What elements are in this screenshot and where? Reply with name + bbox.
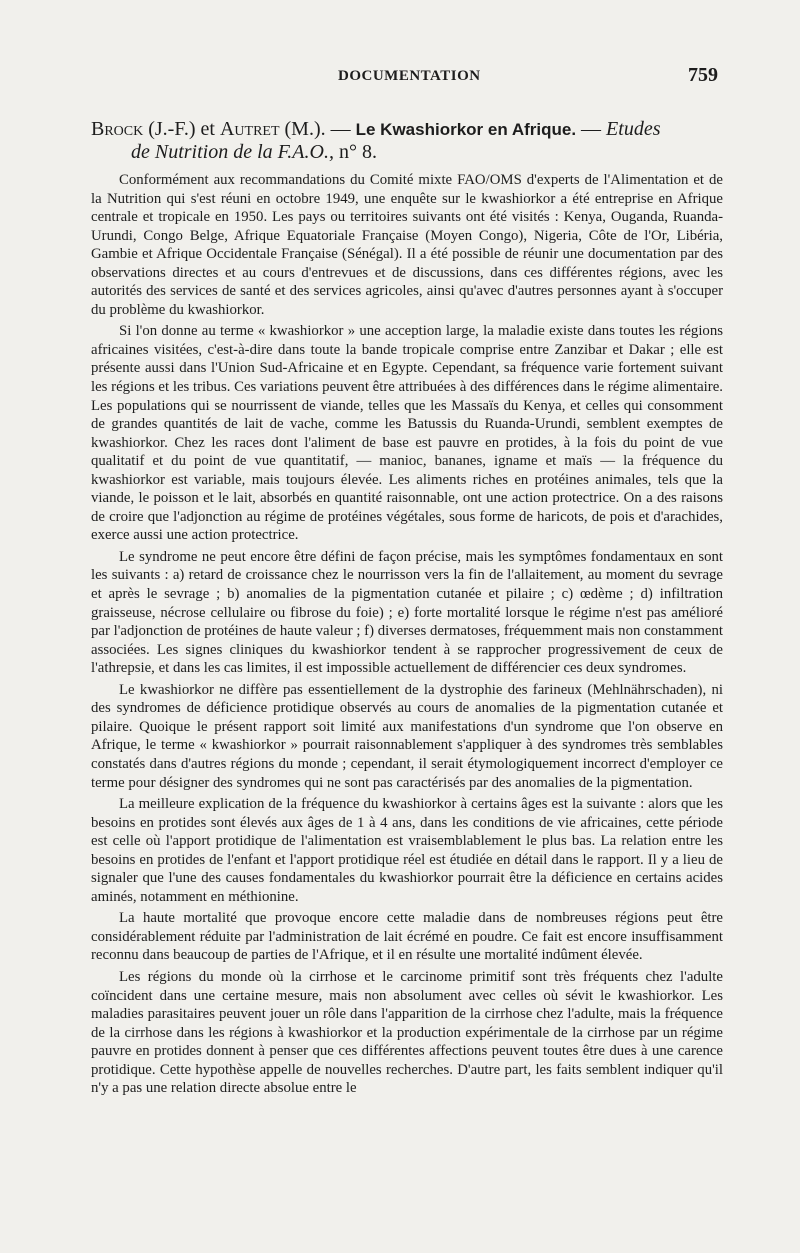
paragraph-2: Si l'on donne au terme « kwashiorkor » une acception large, la maladie existe dans toutes les régions africaines visitées, c'est-à-dire dans toute la bande tropicale comprise entre Zanzibar et Dakar ; elle est présente aussi dans l'Union Sud-Africaine et en Egypte. Cependant, sa fréquence varie fortement suivant les régions et les tribus. Ces variations peuvent être attribuées à des différences dans le régime alimentaire. Les populations qui se nourrissent de viande, telles que les Massaïs du Kenya, et celles qui consomment de grandes quantités de lait de vache, comme les Batussis du Ruanda-Urundi, semblent exemptes de kwashiorkor. Chez les races dont l'aliment de base est pauvre en protides, à la fois du point de vue qualitatif et du point de vue quantitatif, — manioc, bananes, igname et maïs — la fréquence du kwashiorkor est variable, mais toujours élevée. Les aliments riches en protéines animales, tels que la viande, le poisson et le lait, absorbés en quantité raisonnable, ont une action protectrice. On a des raisons de croire que l'adjonction au régime de protéines végétales, sous forme de haricots, de pois et d'arachides, exerce aussi une action protectrice. — [91, 323, 723, 544]
author-conjunction: et — [195, 118, 220, 140]
bibliographic-reference — [91, 118, 741, 164]
reference-title: Le Kwashiorkor en Afrique. — [355, 120, 577, 139]
reference-dash-2: — — [576, 118, 607, 140]
paragraph-1: Conformément aux recommandations du Comité mixte FAO/OMS d'experts de l'Alimentation et de la Nutrition qui s'est réuni en octobre 1949, une enquête sur le kwashiorkor a été entreprise en Afrique centrale et tropicale en 1950. Les pays ou territoires suivants ont été visités : Kenya, Ouganda, Ruanda-Urundi, Congo Belge, Afrique Equatoriale Française (Moyen Congo), Nigeria, Côte de l'Or, Libéria, Gambie et Afrique Occidentale Française (Sénégal). Il a été possible de réunir une documentation par des observations directes et au cours d'entrevues et de discussions, dans ces différentes régions, avec les autorités des services de santé et des services agricoles, ainsi qu'avec d'autres personnes ayant à s'occuper du problème du kwashiorkor. — [91, 172, 723, 318]
running-title: DOCUMENTATION — [338, 68, 481, 84]
reference-dash-1: — — [325, 118, 356, 140]
reference-series-2: de Nutrition de la F.A.O., — [131, 141, 334, 163]
paragraph-4: Le kwashiorkor ne diffère pas essentiellement de la dystrophie des farineux (Mehlnährschaden), ni des syndromes de déficience protidique observés au cours de anomalies de la pigmentation cutanée et pilaire. Quoique le présent rapport soit limité aux manifestations d'un syndrome que l'on observe en Afrique, le terme « kwashiorkor » pourrait raisonnablement s'appliquer à des syndromes très semblables constatés dans d'autres régions du monde ; cependant, il serait étymologiquement incorrect d'employer ce terme pour désigner des syndromes qui ne sont pas caractérisés par des anomalies de la pigmentation. — [91, 681, 723, 791]
author-brock: Brock (J.-F.) — [91, 118, 196, 140]
page-number: 759 — [688, 64, 718, 86]
paragraph-5: La meilleure explication de la fréquence du kwashiorkor à certains âges est la suivante : alors que les besoins en protides sont élevés aux âges de 1 à 4 ans, dans les conditions de vie africaines, cette période est celle où l'apport protidique de l'alimentation est vraisemblablement le plus bas. La relation entre les besoins en protides de l'enfant et l'apport protidique réel est étudiée en détail dans le rapport. Il y a lieu de signaler que l'une des causes fondamentales du kwashiorkor pourrait être la déficience en certains acides aminés, notamment en méthionine. — [91, 796, 723, 905]
reference-number: n° 8. — [333, 141, 377, 163]
reference-line-1 — [91, 118, 741, 141]
paragraph-7: Les régions du monde où la cirrhose et le carcinome primitif sont très fréquents chez l'adulte coïncident dans une certaine mesure, mais non absolument avec celles où sévit le kwashiorkor. Les maladies parasitaires peuvent jouer un rôle dans l'apparition de la cirrhose chez l'adulte, mais la fréquence de la cirrhose dans les régions à kwashiorkor et la production expérimentale de la cirrhose par un régime pauvre en protides donnent à penser que ces différentes affections peuvent toutes être dues à une carence protidique. Cette hypothèse appelle de nouvelles recherches. D'autre part, les faits semblent indiquer qu'il n'y a pas une relation directe absolue entre le — [91, 968, 723, 1097]
article-body — [91, 171, 723, 1101]
paragraph-6: La haute mortalité que provoque encore cette maladie dans de nombreuses régions peut être considérablement réduite par l'administration de lait écrémé en poudre. Ce fait est encore insuffisamment reconnu dans beaucoup de parties de l'Afrique, et il en résulte une mortalité indûment élevée. — [91, 910, 723, 964]
running-header — [0, 66, 800, 90]
reference-series-1: Etudes — [606, 118, 661, 140]
author-autret: Autret (M.). — [219, 118, 326, 140]
paragraph-3: Le syndrome ne peut encore être défini de façon précise, mais les symptômes fondamentaux en sont les suivants : a) retard de croissance chez le nourrisson vers la fin de l'allaitement, au moment du sevrage et après le sevrage ; b) anomalies de la pigmentation cutanée et pilaire ; c) œdème ; d) infiltration graisseuse, nécrose cellulaire ou fibrose du foie) ; e) forte mortalité lorsque le régime n'est pas amélioré par l'adjonction de protéines de haute valeur ; f) diverses dermatoses, fréquemment mais non constamment associées. Les signes cliniques du kwashiorkor tendent à se rapprocher progressivement de ceux de l'athrepsie, et dans les cas limites, il est impossible actuellement de différencier ces deux syndromes. — [91, 548, 723, 677]
reference-line-2 — [91, 141, 741, 164]
